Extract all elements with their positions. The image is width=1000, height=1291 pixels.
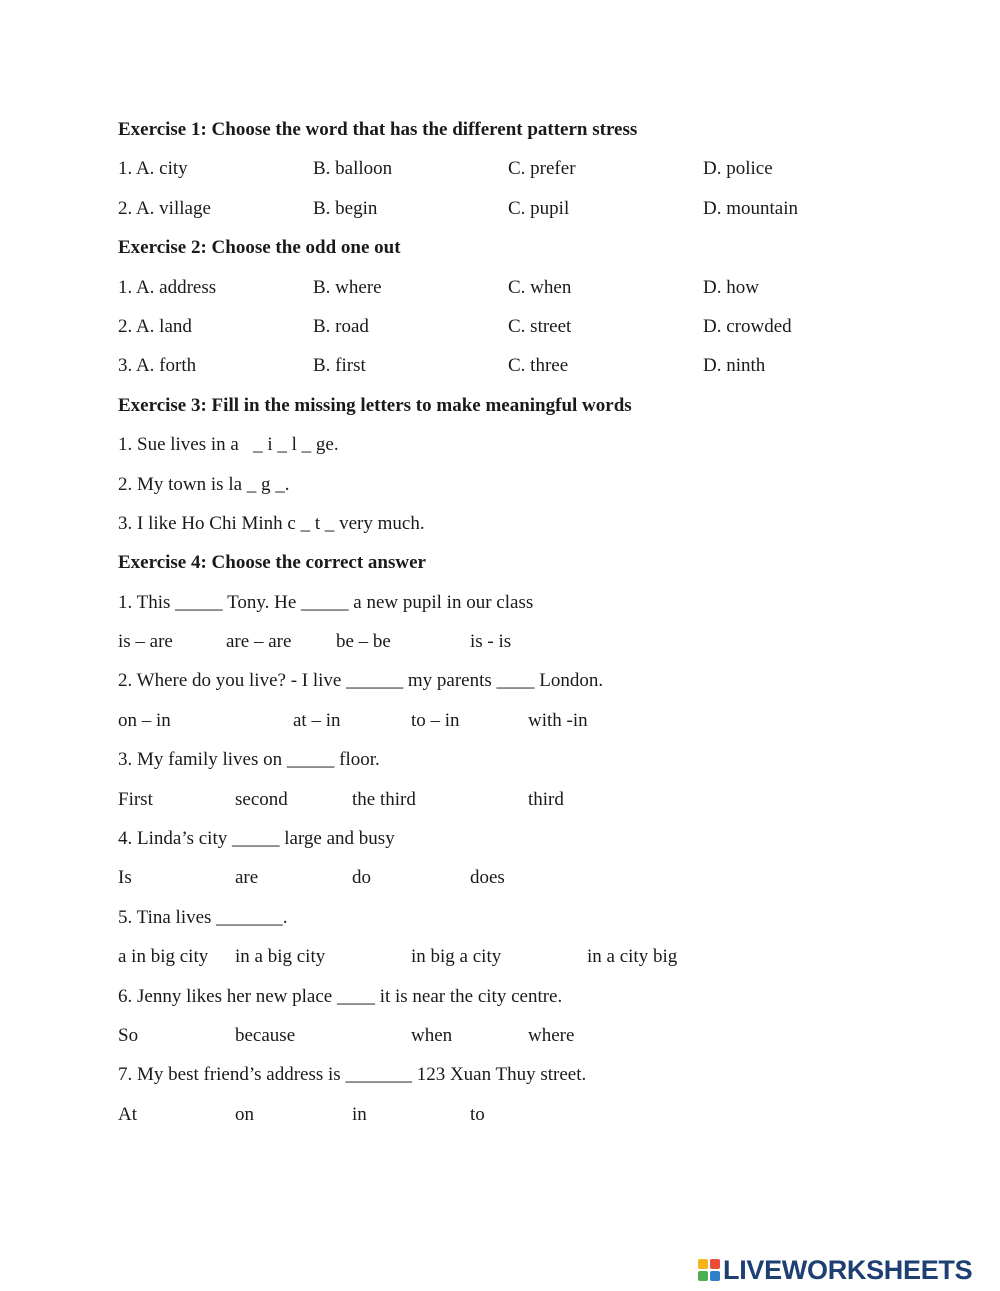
answer-option[interactable]: where [528,1024,575,1046]
answer-option[interactable]: when [411,1024,453,1046]
answer-options [118,786,918,825]
answer-options [118,864,918,903]
option-a: 2. A. land [118,315,192,337]
answer-option[interactable]: be – be [336,631,391,653]
answer-option[interactable]: are – are [226,631,292,653]
answer-option[interactable]: is - is [470,631,512,653]
option-c: C. when [508,276,572,298]
answer-options [118,707,918,746]
option-b: B. where [313,276,382,298]
exercise-1-row [118,195,918,234]
answer-option[interactable]: is – are [118,631,173,653]
answer-options [118,1101,918,1140]
option-b: B. begin [313,197,378,219]
answer-options [118,628,918,667]
answer-option[interactable]: to [470,1103,485,1125]
answer-option[interactable]: Is [118,867,132,889]
exercise-1-row [118,155,918,194]
exercise-3-title: Exercise 3: Fill in the missing letters to make meaningful words [118,394,632,416]
exercise-1-title: Exercise 1: Choose the word that has the different pattern stress [118,119,638,140]
option-c: C. prefer [508,158,576,180]
option-c: C. three [508,355,569,377]
exercise-2-row [118,274,918,313]
exercise-4-title: Exercise 4: Choose the correct answer [118,552,426,574]
answer-option[interactable]: because [235,1024,296,1046]
fill-in-item: 1. Sue lives in a _ i _ l _ ge. [118,434,339,456]
answer-option[interactable]: in a big city [235,946,326,968]
answer-options [118,1022,918,1061]
answer-option[interactable]: third [528,788,564,810]
answer-option[interactable]: with -in [528,709,588,731]
option-d: D. ninth [703,355,766,377]
option-b: B. first [313,355,366,377]
question-text: 5. Tina lives _______. [118,906,288,928]
answer-option[interactable]: on [235,1103,254,1125]
option-b: B. balloon [313,158,393,180]
exercise-2-row [118,313,918,352]
answer-option[interactable]: in [352,1103,367,1125]
option-d: D. how [703,276,759,298]
exercise-2-row [118,352,918,391]
question-text: 7. My best friend’s address is _______ 123 Xuan Thuy street. [118,1064,587,1086]
answer-option[interactable]: does [470,867,505,889]
answer-option[interactable]: second [235,788,288,810]
option-a: 1. A. address [118,276,217,298]
answer-option[interactable]: At [118,1103,137,1125]
option-b: B. road [313,315,369,337]
answer-option[interactable]: to – in [411,709,460,731]
question-text: 1. This _____ Tony. He _____ a new pupil in our class [118,591,534,613]
liveworksheets-logo-icon [698,1259,720,1281]
option-d: D. crowded [703,315,792,337]
answer-option[interactable]: on – in [118,709,171,731]
option-a: 1. A. city [118,158,188,180]
worksheet [118,116,918,1140]
exercise-2-title: Exercise 2: Choose the odd one out [118,237,401,259]
answer-option[interactable]: in big a city [411,946,502,968]
option-d: D. mountain [703,197,798,219]
question-text: 4. Linda’s city _____ large and busy [118,828,395,850]
option-c: C. street [508,315,572,337]
option-a: 3. A. forth [118,355,197,377]
answer-option[interactable]: So [118,1024,139,1046]
answer-option[interactable]: do [352,867,371,889]
liveworksheets-logo-text: LIVEWORKSHEETS [723,1254,973,1285]
option-a: 2. A. village [118,197,211,219]
answer-options [118,943,918,982]
answer-option[interactable]: the third [352,788,416,810]
answer-option[interactable]: a in big city [118,946,209,968]
option-d: D. police [703,158,773,180]
question-text: 6. Jenny likes her new place ____ it is near the city centre. [118,985,563,1007]
answer-option[interactable]: are [235,867,259,889]
answer-option[interactable]: at – in [293,709,341,731]
question-text: 2. Where do you live? - I live ______ my parents ____ London. [118,670,604,692]
fill-in-item: 2. My town is la _ g _. [118,473,290,495]
option-c: C. pupil [508,197,570,219]
answer-option[interactable]: in a city big [587,946,678,968]
question-text: 3. My family lives on _____ floor. [118,749,380,771]
liveworksheets-logo [698,1255,972,1285]
fill-in-item: 3. I like Ho Chi Minh c _ t _ very much. [118,512,425,534]
answer-option[interactable]: First [118,788,153,810]
